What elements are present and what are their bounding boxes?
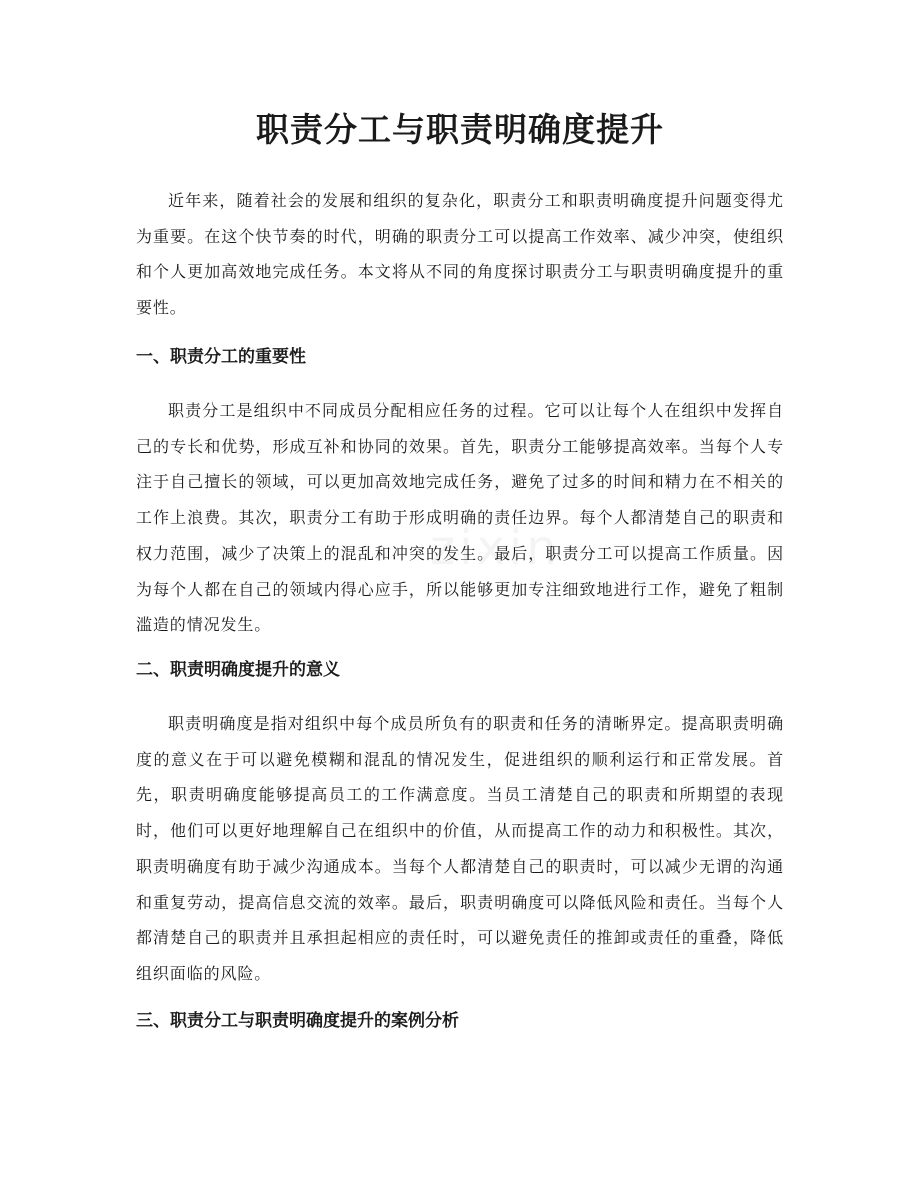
intro-paragraph: 近年来，随着社会的发展和组织的复杂化，职责分工和职责明确度提升问题变得尤为重要。在这个快节奏的时代，明确的职责分工可以提高工作效率、减少冲突，使组织和个人更加高效地完成任务。本文将从不同的角度探讨职责分工与职责明确度提升的重要性。 (136, 191, 784, 318)
section-1-paragraph: 职责分工是组织中不同成员分配相应任务的过程。它可以让每个人在组织中发挥自己的专长和优势，形成互补和协同的效果。首先，职责分工能够提高效率。当每个人专注于自己擅长的领域，可以更加高效地完成任务，避免了过多的时间和精力在不相关的工作上浪费。其次，职责分工有助于形成明确的责任边界。每个人都清楚自己的职责和权力范围，减少了决策上的混乱和冲突的发生。最后，职责分工可以提高工作质量。因为每个人都在自己的领域内得心应手，所以能够更加专注细致地进行工作，避免了粗制滥造的情况发生。 (136, 401, 784, 635)
document-title: 职责分工与职责明确度提升 (256, 110, 664, 149)
watermark (430, 520, 561, 576)
section-1-heading: 一、职责分工的重要性 (136, 347, 306, 367)
section-2-paragraph: 职责明确度是指对组织中每个成员所负有的职责和任务的清晰界定。提高职责明确度的意义在于可以避免模糊和混乱的情况发生，促进组织的顺利运行和正常发展。首先，职责明确度能够提高员工的工作满意度。当员工清楚自己的职责和所期望的表现时，他们可以更好地理解自己在组织中的价值，从而提高工作的动力和积极性。其次，职责明确度有助于减少沟通成本。当每个人都清楚自己的职责时，可以减少无谓的沟通和重复劳动，提高信息交流的效率。最后，职责明确度可以降低风险和责任。当每个人都清楚自己的职责并且承担起相应的责任时，可以避免责任的推卸或责任的重叠，降低组织面临的风险。 (136, 714, 784, 983)
section-3-heading: 三、职责分工与职责明确度提升的案例分析 (136, 1011, 459, 1031)
section-2-heading: 二、职责明确度提升的意义 (136, 660, 340, 680)
